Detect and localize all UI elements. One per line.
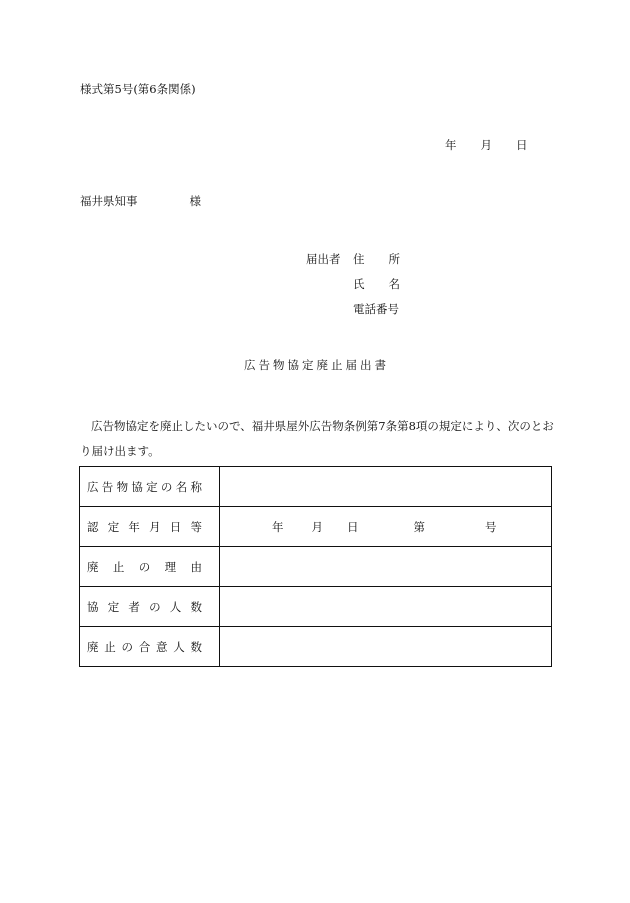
document-title: 広告物協定廃止届出書 [244,358,389,372]
applicant-name-label: 氏 名 [353,277,400,291]
row-label: 広告物協定の名称 [80,467,220,507]
addressee [80,193,201,209]
approval-go: 号 [485,519,497,534]
table-row [80,627,552,667]
approval-year: 年 [272,519,284,534]
info-table [79,466,552,667]
applicant-address-label: 住 所 [353,252,400,266]
table-row [80,507,552,547]
approval-dai: 第 [413,519,425,534]
table-row [80,467,552,507]
abolition-reason-field[interactable] [220,547,552,587]
consent-count-field[interactable] [220,627,552,667]
applicant-label: 届出者 [306,252,341,266]
member-count-field[interactable] [220,587,552,627]
date-day: 日 [516,138,528,152]
addressee-honorific: 様 [189,194,201,208]
agreement-name-field[interactable] [220,467,552,507]
approval-date-field[interactable] [220,507,552,547]
document-body: 広告物協定を廃止したいので、福井県屋外広告物条例第7条第8項の規定により、次のとおり届け出ます。 [80,419,554,458]
row-label: 廃止の理由 [80,547,220,587]
date-line [445,137,528,153]
table-row [80,587,552,627]
approval-month: 月 [311,519,323,534]
approval-day: 日 [347,519,359,534]
form-number: 様式第5号(第6条関係) [80,82,196,96]
date-year: 年 [445,138,457,152]
row-label: 認定年月日等 [80,507,220,547]
row-label: 廃止の合意人数 [80,627,220,667]
date-month: 月 [480,138,492,152]
table-row [80,547,552,587]
addressee-title: 福井県知事 [80,194,138,208]
row-label: 協定者の人数 [80,587,220,627]
applicant-phone-label: 電話番号 [353,302,399,316]
